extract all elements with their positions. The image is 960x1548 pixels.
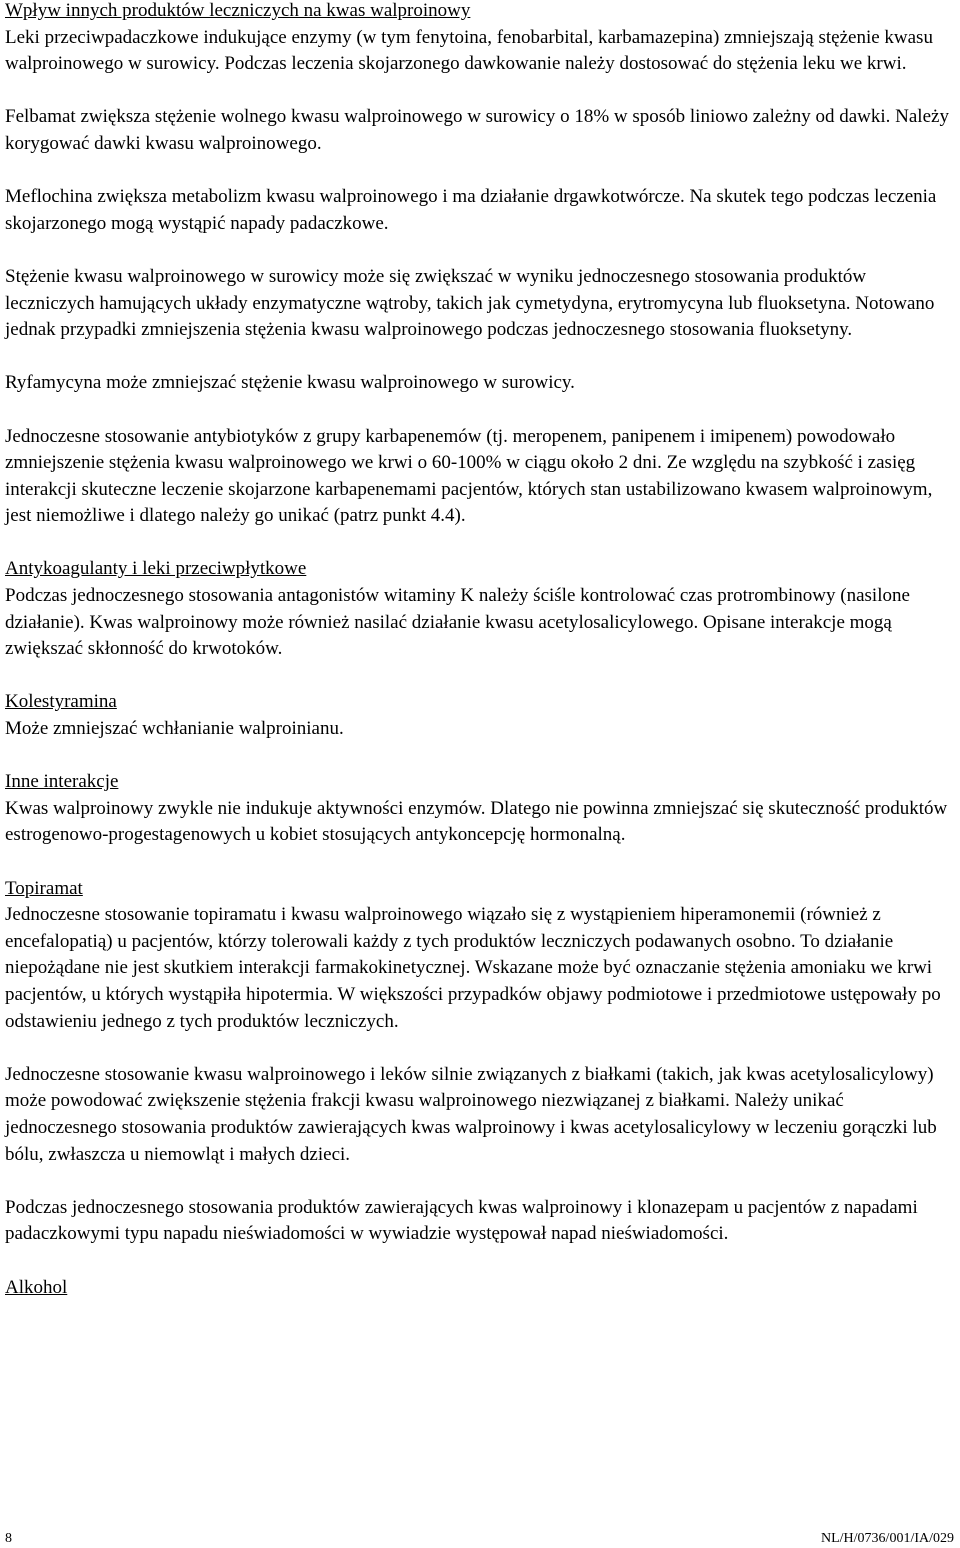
paragraph: Meflochina zwiększa metabolizm kwasu walproinowego i ma działanie drgawkotwórcze. Na skutek tego podczas leczenia skojarzonego mogą wystąpić napady padaczkowe. (5, 186, 937, 234)
page-number: 8 (5, 1531, 12, 1546)
section-heading: Inne interakcje (5, 771, 119, 793)
section-anticoagulants (5, 556, 957, 662)
section-carbapenems (5, 424, 957, 530)
paragraph: Podczas jednoczesnego stosowania antagonistów witaminy K należy ściśle kontrolować czas protrombinowy (nasilone działanie). Kwas walproinowy może również nasilać działanie kwasu acetylosalicylowego. Opisane interakcje mogą zwiększać skłonność do krwotoków. (5, 585, 910, 660)
paragraph: Kwas walproinowy zwykle nie indukuje aktywności enzymów. Dlatego nie powinna zmniejszać się skuteczność produktów estrogenowo-progestagenowych u kobiet stosujących antykoncepcję hormonalną. (5, 797, 948, 846)
section-alkohol (5, 1275, 957, 1302)
section-felbamat (5, 104, 957, 157)
section-enzyme-inhibitors (5, 264, 957, 344)
paragraph: Jednoczesne stosowanie antybiotyków z grupy karbapenemów (tj. meropenem, panipenem i imipenem) powodowało zmniejszenie stężenia kwasu walproinowego we krwi o 60-100% w ciągu około 2 dni. Ze względu na szybkość i zasięg interakcji skuteczne leczenie skojarzone karbapenemami pacjentów, których stan ustabilizowano kwasem walproinowym, jest niemożliwe i dlatego należy go unikać (patrz punkt 4.4). (5, 425, 933, 527)
section-meflochina (5, 184, 957, 237)
section-klonazepam (5, 1195, 957, 1248)
paragraph: Podczas jednoczesnego stosowania produktów zawierających kwas walproinowy i klonazepam u pacjentów z napadami padaczkowymi typu napadu nieświadomości w wywiadzie występował napad nieświadomości. (5, 1196, 918, 1245)
paragraph: Jednoczesne stosowanie topiramatu i kwasu walproinowego wiązało się z wystąpieniem hiperamonemii (również z encefalopatią) u pacjentów, którzy tolerowali każdy z tych produktów leczniczych podawanych osobno. To działanie niepożądane nie jest skutkiem interakcji farmakokinetycznej. Wskazane może być oznaczanie stężenia amoniaku we krwi pacjentów, u których wystąpiła hipotermia. W większości przypadków objawy podmiotowe i przedmiotowe ustępowały po odstawieniu jednego z tych produktów leczniczych. (5, 904, 941, 1032)
section-protein-binding (5, 1062, 957, 1168)
section-kolestyramina (5, 689, 957, 742)
section-ryfamycyna (5, 370, 957, 397)
document-body (5, 0, 957, 1328)
paragraph: Stężenie kwasu walproinowego w surowicy może się zwiększać w wyniku jednoczesnego stosowania produktów leczniczych hamujących układy enzymatyczne wątroby, takich jak cymetydyna, erytromycyna lub fluoksetyna. Notowano jednak przypadki zmniejszenia stężenia kwasu walproinowego podczas jednoczesnego stosowania fluoksetyny. (5, 265, 935, 341)
paragraph: Ryfamycyna może zmniejszać stężenie kwasu walproinowego w surowicy. (5, 372, 575, 394)
section-heading: Kolestyramina (5, 691, 117, 713)
section-other-products-effect (5, 0, 957, 78)
section-heading: Wpływ innych produktów leczniczych na kwas walproinowy (5, 0, 471, 21)
section-heading: Antykoagulanty i leki przeciwpłytkowe (5, 558, 307, 580)
paragraph: Leki przeciwpadaczkowe indukujące enzymy (w tym fenytoina, fenobarbital, karbamazepina) zmniejszają stężenie kwasu walproinowego w surowicy. Podczas leczenia skojarzonego dawkowanie należy dostosować do stężenia leku we krwi. (5, 26, 933, 75)
paragraph: Może zmniejszać wchłanianie walproinianu. (5, 718, 344, 740)
document-code: NL/H/0736/001/IA/029 (821, 1531, 954, 1546)
section-topiramat (5, 876, 957, 1036)
section-heading: Alkohol (5, 1276, 68, 1298)
paragraph: Felbamat zwiększa stężenie wolnego kwasu walproinowego w surowicy o 18% w sposób liniowo zależny od dawki. Należy korygować dawki kwasu walproinowego. (5, 106, 949, 154)
section-heading: Topiramat (5, 877, 83, 899)
paragraph: Jednoczesne stosowanie kwasu walproinowego i leków silnie związanych z białkami (takich, jak kwas acetylosalicylowy) może powodować zwiększenie stężenia frakcji kwasu walproinowego niezwiązanej z białkami. Należy unikać jednoczesnego stosowania produktów zawierających kwas walproinowy i kwas acetylosalicylowy w leczeniu gorączki lub bólu, zwłaszcza u niemowląt i małych dzieci. (5, 1063, 937, 1165)
section-other-interactions (5, 769, 957, 849)
